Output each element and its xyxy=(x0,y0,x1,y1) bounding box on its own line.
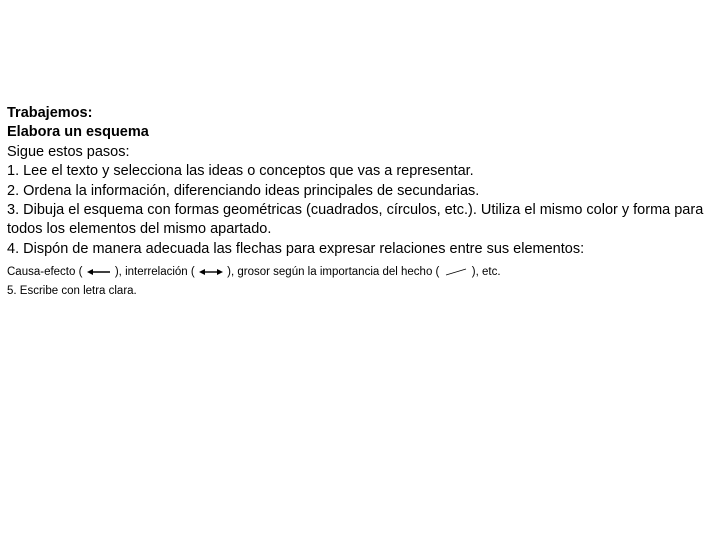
heading-title: Trabajemos: xyxy=(7,105,93,121)
step-5: 5. Escribe con letra clara. xyxy=(7,285,137,297)
step-1: 1. Lee el texto y selecciona las ideas o conceptos que vas a representar. xyxy=(7,163,474,180)
step-2: 2. Ordena la información, diferenciando ideas principales de secundarias. xyxy=(7,182,480,199)
grosor-label: ), grosor según la importancia del hecho ( xyxy=(227,266,440,278)
left-arrow-icon xyxy=(87,267,111,277)
heading-subtitle: Elabora un esquema xyxy=(7,124,149,141)
step-3: 3. Dibuja el esquema con formas geométricas (cuadrados, círculos, etc.). Utiliza el mismo color y forma para todos los elementos del mismo apartado. xyxy=(7,202,704,238)
double-arrow-icon xyxy=(199,267,223,277)
step-4: 4. Dispón de manera adecuada las flechas para expresar relaciones entre sus elementos: xyxy=(7,240,585,257)
thin-line-icon xyxy=(444,267,468,277)
interrelacion-label: ), interrelación ( xyxy=(114,266,195,278)
causa-efecto-label: Causa-efecto ( xyxy=(7,266,83,278)
arrow-legend xyxy=(7,265,501,279)
intro-text: Sigue estos pasos: xyxy=(7,143,130,160)
etc-label: ), etc. xyxy=(471,266,501,278)
instructions-block xyxy=(7,104,715,259)
